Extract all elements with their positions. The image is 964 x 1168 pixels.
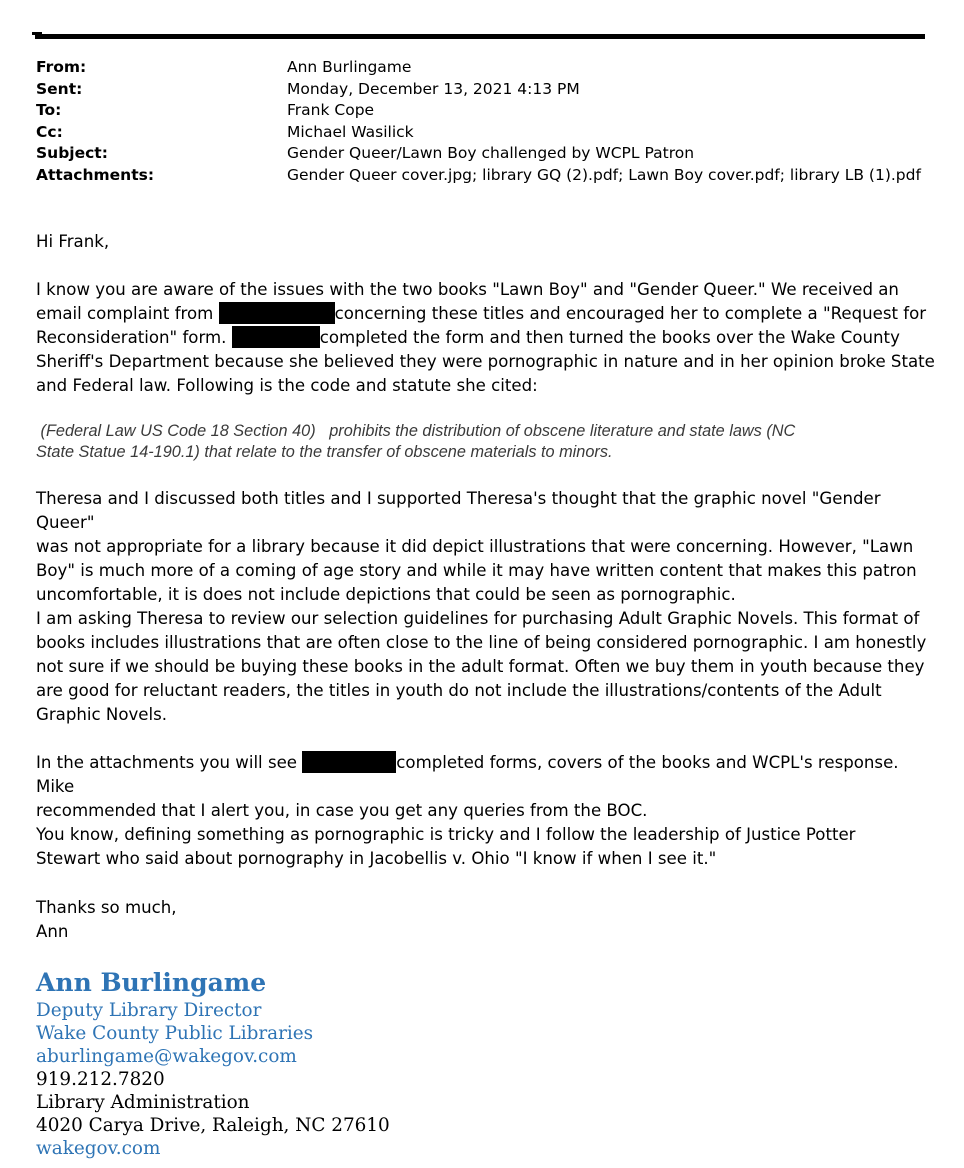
text-segment: In the attachments you will see — [36, 753, 298, 772]
text-line: Graphic Novels. — [36, 705, 168, 724]
text-line: are good for reluctant readers, the titles in youth do not include the illustrations/contents of the Adult — [36, 681, 882, 700]
statute-line: State Statue 14-190.1) that relate to the transfer of obscene materials to minors. — [36, 443, 613, 461]
text-line — [36, 302, 936, 326]
header-label: Subject: — [36, 144, 108, 163]
text-line: Stewart who said about pornography in Jacobellis v. Ohio "I know if when I see it." — [36, 849, 717, 868]
text-segment: email complaint from — [36, 304, 214, 323]
header-attachments — [36, 165, 936, 187]
header-value: Ann Burlingame — [287, 58, 412, 76]
signature-title: Deputy Library Director — [36, 1000, 262, 1021]
header-label: To: — [36, 101, 62, 120]
signature-phone: 919.212.7820 — [36, 1069, 165, 1090]
text-line: books includes illustrations that are often close to the line of being considered pornographic. I am honestly — [36, 633, 927, 652]
greeting — [36, 230, 936, 254]
text-line: not sure if we should be buying these books in the adult format. Often we buy them in youth because they — [36, 657, 925, 676]
text-line — [36, 751, 936, 799]
signature-email-link[interactable]: aburlingame@wakegov.com — [36, 1046, 297, 1067]
header-cc — [36, 122, 936, 144]
text-line: I know you are aware of the issues with the two books "Lawn Boy" and "Gender Queer." We received an — [36, 280, 899, 299]
header-label: Sent: — [36, 79, 83, 98]
header-value: Gender Queer cover.jpg; library GQ (2).pdf; Lawn Boy cover.pdf; library LB (1).pdf — [287, 165, 921, 184]
paragraph-3 — [36, 607, 936, 727]
text-line: Sheriff's Department because she believed they were pornographic in nature and in her opinion broke State — [36, 352, 935, 371]
text-line: uncomfortable, it is does not include depictions that could be seen as pornographic. — [36, 585, 736, 604]
signature-website-link[interactable]: wakegov.com — [36, 1138, 161, 1159]
text-line — [36, 326, 936, 350]
text-segment: completed forms, covers of the books and WCPL's response. Mike — [36, 753, 899, 796]
statute-line: (Federal Law US Code 18 Section 40) prohibits the distribution of obscene literature and state laws (NC — [36, 422, 796, 440]
header-value: Monday, December 13, 2021 4:13 PM — [287, 79, 580, 98]
header-value: Gender Queer/Lawn Boy challenged by WCPL Patron — [287, 144, 695, 163]
closing — [36, 896, 936, 944]
header-to — [36, 100, 936, 122]
header-label: Attachments: — [36, 165, 155, 184]
paragraph-1 — [36, 278, 936, 398]
statute-citation — [36, 421, 916, 463]
text-line: and Federal law. Following is the code and statute she cited: — [36, 376, 538, 395]
header-sent — [36, 79, 936, 101]
paragraph-5 — [36, 823, 936, 871]
header-from — [36, 57, 936, 79]
signature-org: Wake County Public Libraries — [36, 1023, 314, 1044]
header-value: Michael Wasilick — [287, 122, 414, 141]
text-line: Theresa and I discussed both titles and I supported Theresa's thought that the graphic novel "Gender Queer" — [36, 489, 881, 532]
closing-line: Thanks so much, — [36, 898, 177, 917]
top-rule — [35, 34, 925, 39]
redaction-box — [232, 326, 320, 348]
greeting-text: Hi Frank, — [36, 232, 110, 251]
text-line: I am asking Theresa to review our selection guidelines for purchasing Adult Graphic Novels. This format of — [36, 609, 920, 628]
redaction-box — [219, 302, 335, 324]
signature-name: Ann Burlingame — [36, 968, 267, 997]
text-line: You know, defining something as pornographic is tricky and I follow the leadership of Justice Potter — [36, 825, 856, 844]
closing-line: Ann — [36, 922, 69, 941]
text-segment: concerning these titles and encouraged her to complete a "Request for — [334, 304, 927, 323]
text-line: was not appropriate for a library because it did depict illustrations that were concerning. However, "Lawn — [36, 537, 914, 556]
signature-dept: Library Administration — [36, 1092, 250, 1113]
paragraph-2 — [36, 487, 936, 607]
signature-address: 4020 Carya Drive, Raleigh, NC 27610 — [36, 1115, 390, 1136]
text-segment: completed the form and then turned the books over the Wake County — [319, 328, 900, 347]
text-line: Boy" is much more of a coming of age story and while it may have written content that makes this patron — [36, 561, 917, 580]
paragraph-4 — [36, 751, 936, 823]
redaction-box — [302, 751, 396, 773]
header-subject — [36, 143, 936, 165]
header-label: From: — [36, 58, 87, 76]
header-label: Cc: — [36, 122, 63, 141]
email-headers — [36, 57, 936, 187]
text-segment: Reconsideration" form. — [36, 328, 227, 347]
text-line: recommended that I alert you, in case you get any queries from the BOC. — [36, 801, 648, 820]
header-value: Frank Cope — [287, 101, 375, 120]
